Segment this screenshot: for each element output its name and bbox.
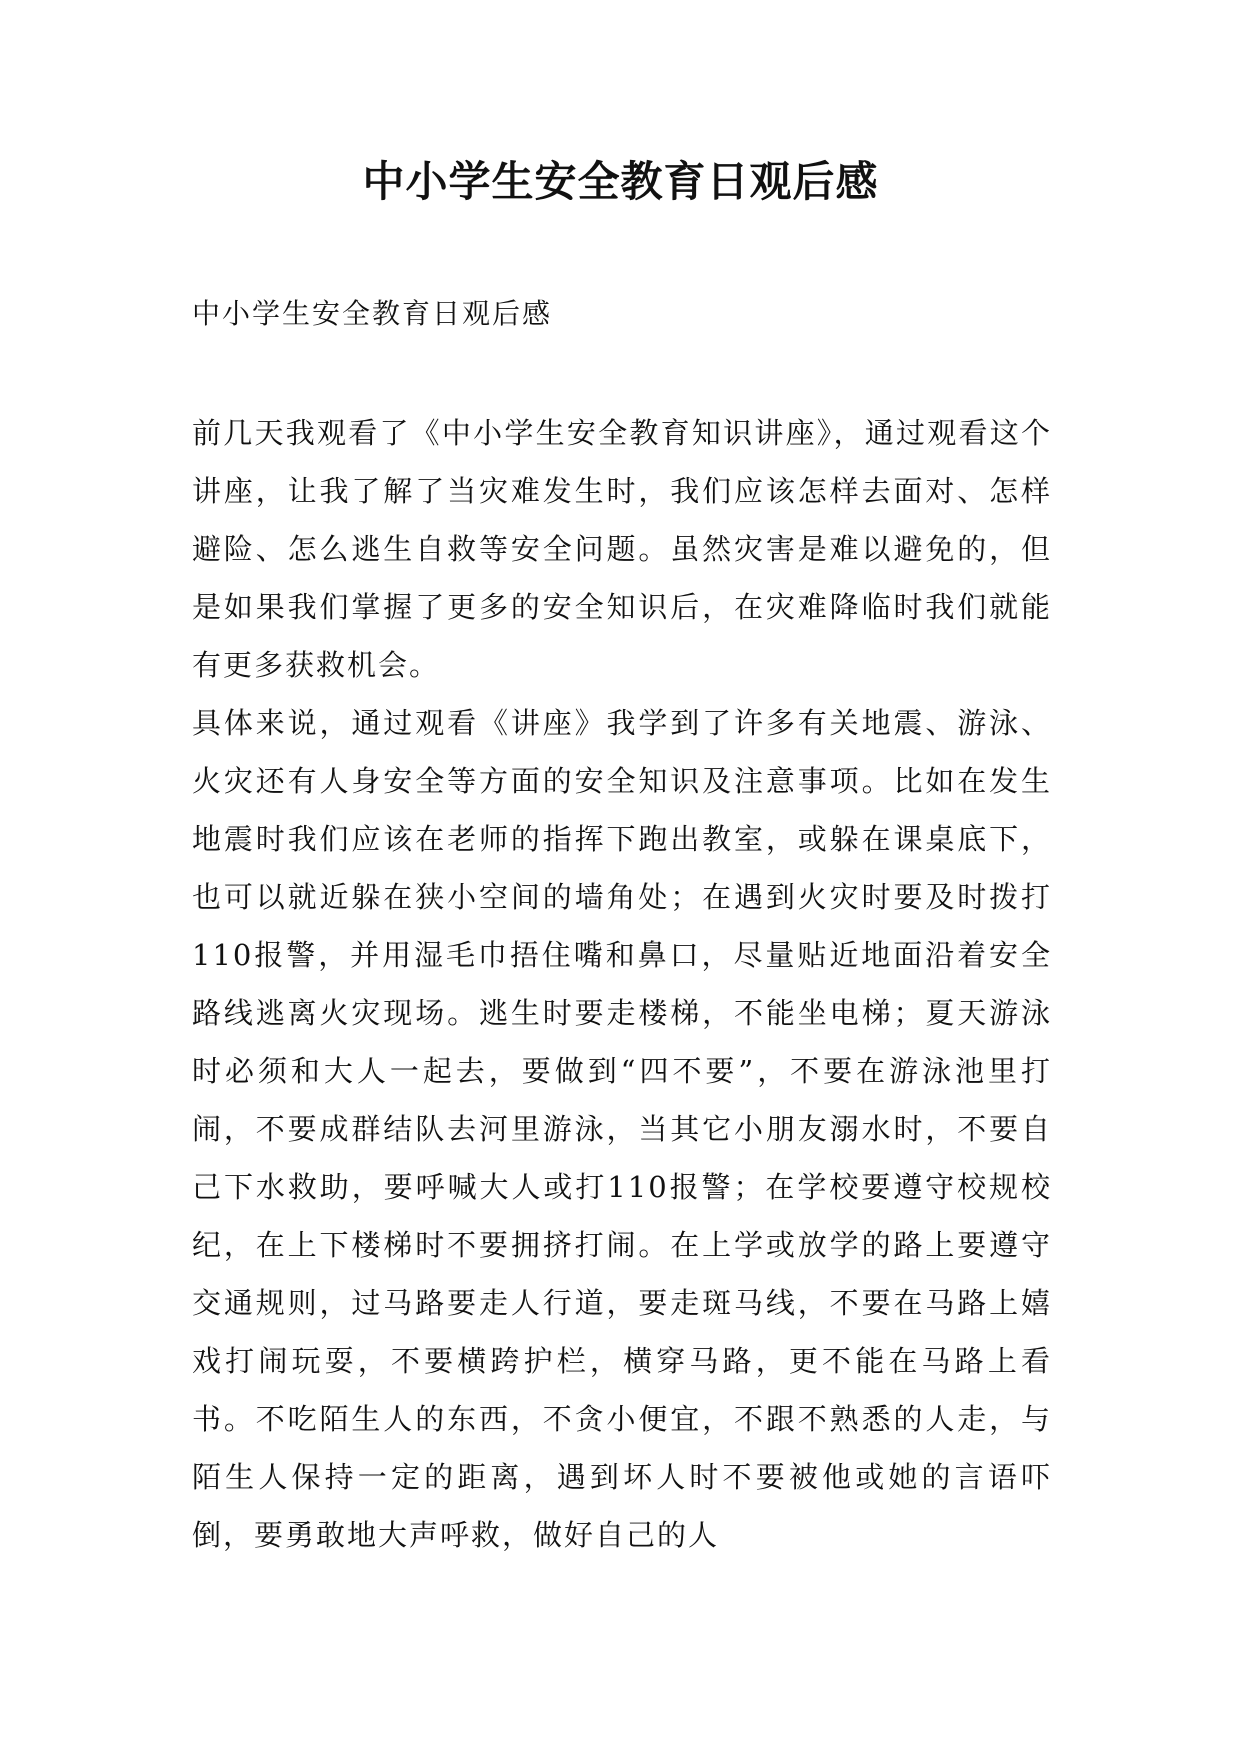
document-title: 中小学生安全教育日观后感 xyxy=(362,157,879,206)
body-paragraph-1: 前几天我观看了《中小学生安全教育知识讲座》，通过观看这个讲座，让我了解了当灾难发生时，我们应该怎样去面对、怎样避险、怎么逃生自救等安全问题。虽然灾害是难以避免的，但是如果我们掌握了更多的安全知识后，在灾难降临时我们就能有更多获救机会。 xyxy=(192,416,1052,682)
document-subtitle: 中小学生安全教育日观后感 xyxy=(192,297,553,330)
body-paragraph-2: 具体来说，通过观看《讲座》我学到了许多有关地震、游泳、火灾还有人身安全等方面的安全知识及注意事项。比如在发生地震时我们应该在老师的指挥下跑出教室，或躲在课桌底下，也可以就近躲在狭小空间的墙角处；在遇到火灾时要及时拨打110报警，并用湿毛巾捂住嘴和鼻口，尽量贴近地面沿着安全路线逃离火灾现场。逃生时要走楼梯，不能坐电梯；夏天游泳时必须和大人一起去，要做到“四不要”，不要在游泳池里打闹，不要成群结队去河里游泳，当其它小朋友溺水时，不要自己下水救助，要呼喊大人或打110报警；在学校要遵守校规校纪，在上下楼梯时不要拥挤打闹。在上学或放学的路上要遵守交通规则，过马路要走人行道，要走斑马线，不要在马路上嬉戏打闹玩耍，不要横跨护栏，横穿马路，更不能在马路上看书。不吃陌生人的东西，不贪小便宜，不跟不熟悉的人走，与陌生人保持一定的距离，遇到坏人时不要被他或她的言语吓倒，要勇敢地大声呼救，做好自己的人 xyxy=(192,706,1052,1552)
document-body xyxy=(192,404,1052,1564)
